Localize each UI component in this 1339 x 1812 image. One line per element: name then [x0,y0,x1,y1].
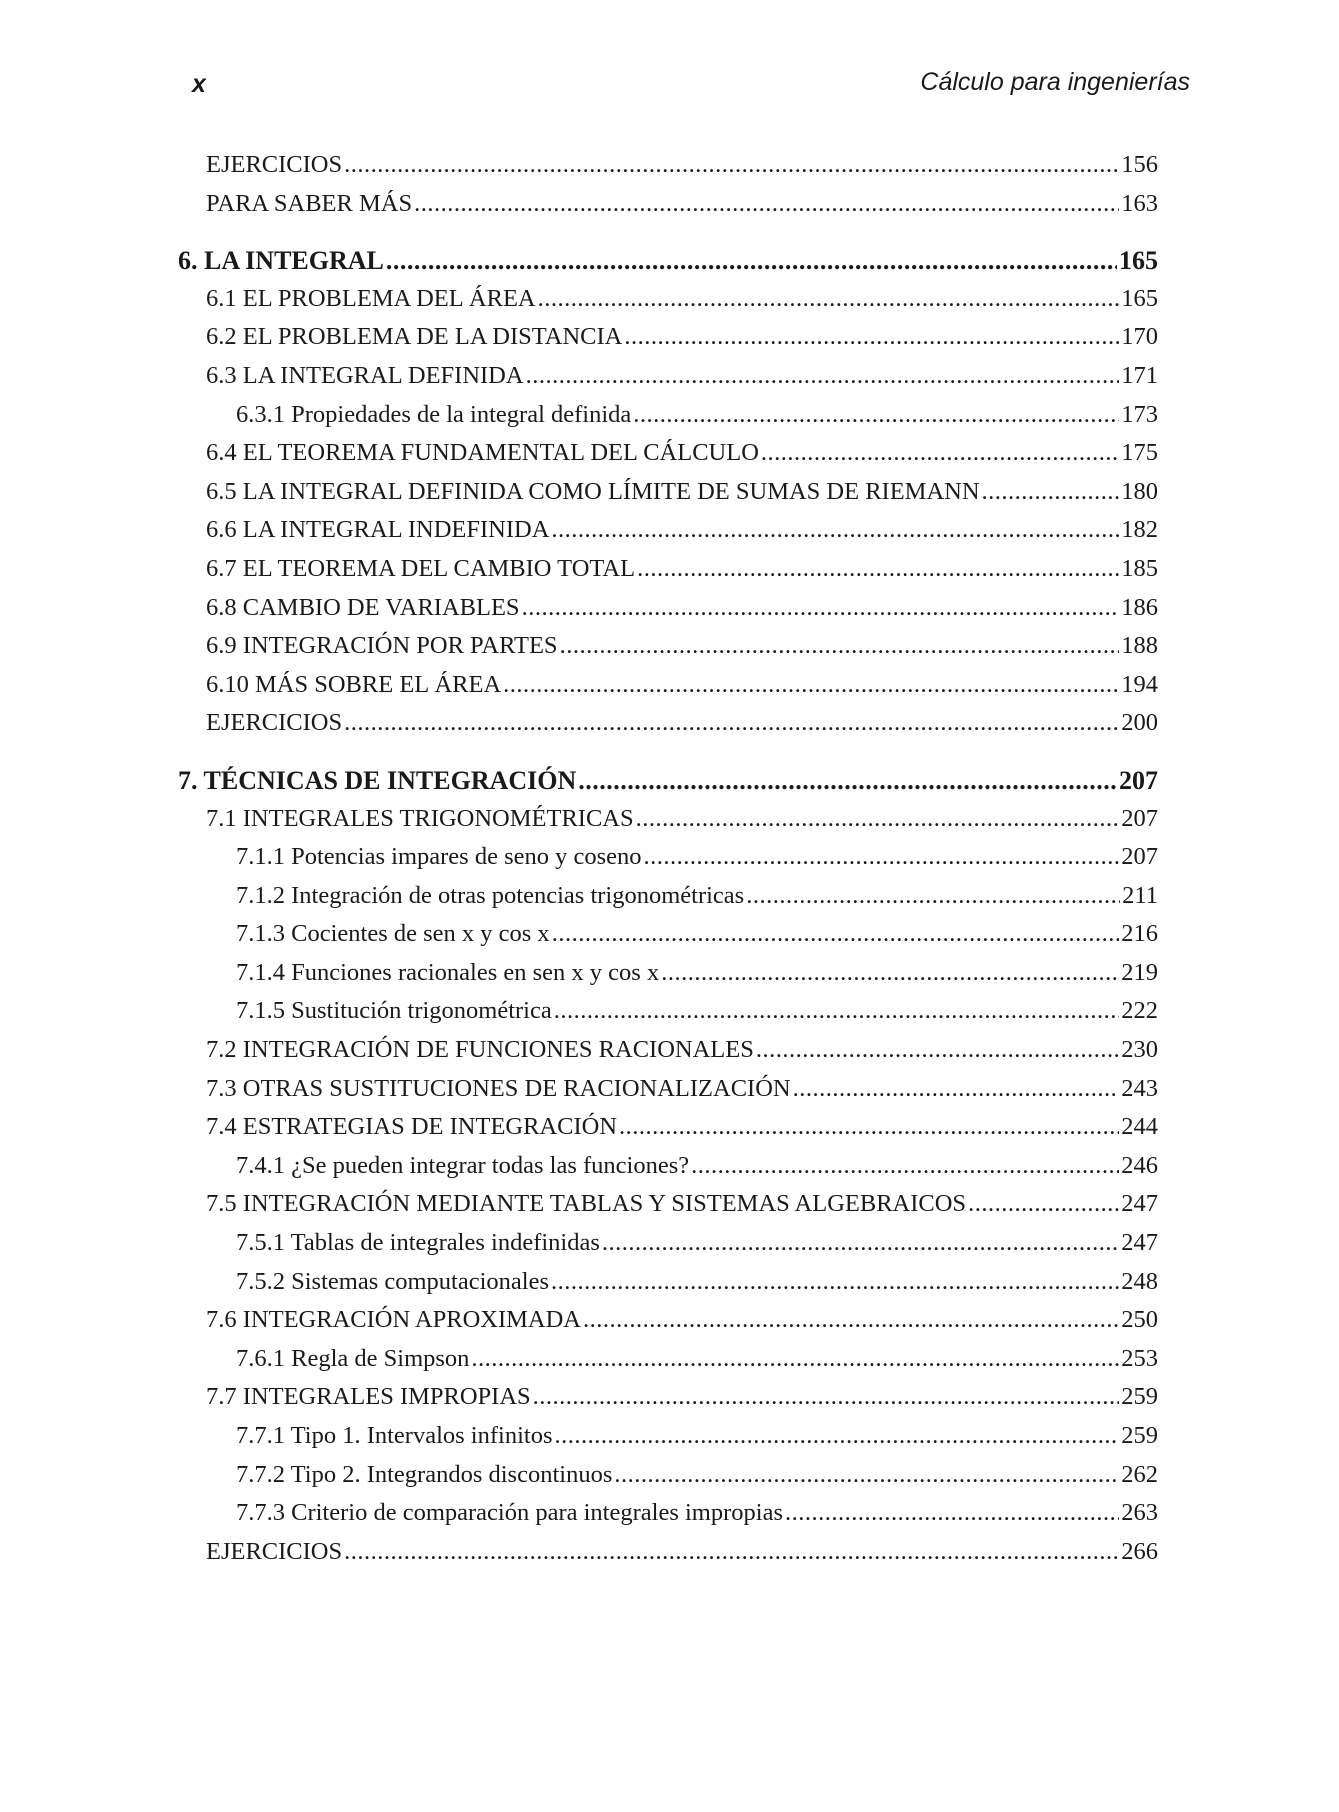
running-head [192,68,1190,104]
toc-entry-title: 7. TÉCNICAS DE INTEGRACIÓN [178,765,577,795]
toc-entry-title: 6.3 LA INTEGRAL DEFINIDA [206,361,524,389]
toc-entry-page: 253 [1121,1344,1158,1372]
dot-leader [503,671,1119,699]
toc-entry-page: 219 [1121,958,1158,986]
toc-entry-page: 186 [1121,593,1158,621]
toc-entry-title: 7.3 OTRAS SUSTITUCIONES DE RACIONALIZACIÓN [206,1074,791,1102]
toc-entry-title: 6.5 LA INTEGRAL DEFINIDA COMO LÍMITE DE SUMAS DE RIEMANN [206,477,980,505]
dot-leader [414,190,1119,218]
toc-entry-page: 230 [1121,1036,1158,1064]
toc-entry[interactable] [178,362,1158,401]
toc-entry[interactable] [178,1345,1158,1384]
toc-entry-title: 6.1 EL PROBLEMA DEL ÁREA [206,284,536,312]
toc-entry-title: 7.7.2 Tipo 2. Integrandos discontinuos [236,1460,613,1488]
dot-leader [633,401,1119,429]
toc-entry-page: 259 [1121,1383,1158,1411]
dot-leader [560,632,1120,660]
dot-leader [554,1422,1119,1450]
toc-entry-page: 244 [1121,1113,1158,1141]
dot-leader [344,1538,1119,1566]
toc-entry-title: 7.1.2 Integración de otras potencias trigonométricas [236,881,745,909]
toc-entry-page: 165 [1119,246,1158,276]
toc-entry-page: 222 [1121,997,1158,1025]
toc-entry-page: 200 [1121,709,1158,737]
toc-entry-title: 7.5.2 Sistemas computacionales [236,1267,549,1295]
toc-entry-page: 180 [1121,477,1158,505]
dot-leader [619,1113,1119,1141]
toc-entry[interactable] [178,555,1158,594]
dot-leader [624,323,1119,351]
toc-entry[interactable] [178,190,1158,229]
toc-entry[interactable] [178,439,1158,478]
toc-entry[interactable] [178,671,1158,710]
toc-entry[interactable] [178,1152,1158,1191]
toc-entry-title: 6.8 CAMBIO DE VARIABLES [206,593,520,621]
dot-leader [554,997,1120,1025]
toc-entry-title: 6.7 EL TEOREMA DEL CAMBIO TOTAL [206,554,636,582]
dot-leader [533,1383,1120,1411]
page-number: x [192,70,206,98]
toc-entry[interactable] [178,1383,1158,1422]
toc-entry[interactable] [178,709,1158,748]
dot-leader [552,920,1120,948]
dot-leader [526,362,1120,390]
toc-entry[interactable] [178,516,1158,555]
dot-leader [644,843,1120,871]
toc-entry[interactable] [178,1113,1158,1152]
toc-entry-title: 7.1.1 Potencias impares de seno y coseno [236,843,642,871]
toc-entry[interactable] [178,1268,1158,1307]
toc-entry-title: EJERCICIOS [206,709,343,737]
toc-entry-title: 7.7.3 Criterio de comparación para integrales impropias [236,1499,783,1527]
toc-entry[interactable] [178,1229,1158,1268]
toc-entry-page: 175 [1121,439,1158,467]
toc-entry-title: 7.4 ESTRATEGIAS DE INTEGRACIÓN [206,1113,618,1141]
toc-entry-title: 6.6 LA INTEGRAL INDEFINIDA [206,516,550,544]
toc-entry-title: EJERCICIOS [206,151,343,178]
dot-leader [691,1152,1119,1180]
dot-leader [761,439,1119,467]
toc-entry[interactable] [178,151,1158,190]
toc-entry-page: 246 [1121,1151,1158,1179]
toc-entry-page: 216 [1121,920,1158,948]
toc-entry-page: 163 [1121,189,1158,217]
toc-entry-title: 7.5.1 Tablas de integrales indefinidas [236,1229,600,1257]
dot-leader [538,285,1120,313]
toc-entry-page: 165 [1121,284,1158,312]
dot-leader [344,709,1119,737]
toc-entry[interactable] [178,959,1158,998]
toc-entry[interactable] [178,1422,1158,1461]
toc-entry-title: 6.2 EL PROBLEMA DE LA DISTANCIA [206,323,623,351]
toc-entry-page: 173 [1121,400,1158,428]
dot-leader [661,959,1119,987]
table-of-contents [178,151,1158,1576]
toc-entry-page: 250 [1121,1306,1158,1334]
dot-leader [785,1499,1119,1527]
toc-entry[interactable] [178,805,1158,844]
toc-entry-page: 188 [1121,632,1158,660]
toc-entry[interactable] [178,1538,1158,1577]
dot-leader [636,805,1120,833]
toc-entry-page: 170 [1121,323,1158,351]
dot-leader [471,1345,1119,1373]
dot-leader [551,516,1119,544]
dot-leader [756,1036,1119,1064]
dot-leader [344,151,1119,179]
toc-entry-page: 263 [1121,1499,1158,1527]
toc-entry-page: 207 [1121,843,1158,871]
toc-entry[interactable] [178,285,1158,324]
dot-leader [578,766,1117,796]
toc-entry-page: 156 [1121,151,1158,178]
dot-leader [793,1075,1120,1103]
dot-leader [746,882,1120,910]
toc-entry[interactable] [178,843,1158,882]
toc-entry-page: 185 [1121,554,1158,582]
dot-leader [982,478,1120,506]
toc-entry-title: 7.1 INTEGRALES TRIGONOMÉTRICAS [206,804,634,832]
dot-leader [583,1306,1119,1334]
toc-entry[interactable] [178,632,1158,671]
toc-entry-page: 171 [1121,361,1158,389]
toc-entry-title: 7.6.1 Regla de Simpson [236,1344,470,1372]
toc-entry-page: 207 [1121,804,1158,832]
toc-entry-title: 7.1.5 Sustitución trigonométrica [236,997,552,1025]
toc-entry-page: 266 [1121,1537,1158,1565]
toc-chapter-entry[interactable] [178,246,1158,285]
book-title: Cálculo para ingenierías [920,68,1190,96]
toc-entry-title: 7.2 INTEGRACIÓN DE FUNCIONES RACIONALES [206,1036,754,1064]
toc-entry-title: PARA SABER MÁS [206,189,413,217]
toc-entry-page: 259 [1121,1422,1158,1449]
toc-entry[interactable] [178,323,1158,362]
toc-entry-title: 6.4 EL TEOREMA FUNDAMENTAL DEL CÁLCULO [206,439,759,467]
dot-leader [551,1268,1119,1296]
toc-entry-page: 207 [1119,765,1158,795]
toc-entry[interactable] [178,1190,1158,1229]
toc-entry-title: EJERCICIOS [206,1537,343,1565]
toc-entry[interactable] [178,1075,1158,1114]
toc-entry-page: 248 [1121,1267,1158,1295]
toc-entry-page: 243 [1121,1074,1158,1102]
dot-leader [602,1229,1119,1257]
dot-leader [614,1461,1119,1489]
dot-leader [968,1190,1119,1218]
toc-entry[interactable] [178,997,1158,1036]
toc-entry-page: 194 [1121,670,1158,698]
toc-entry-page: 211 [1122,881,1158,909]
toc-entry-title: 7.7 INTEGRALES IMPROPIAS [206,1383,531,1411]
toc-entry-page: 182 [1121,516,1158,544]
toc-entry[interactable] [178,882,1158,921]
toc-entry[interactable] [178,1306,1158,1345]
toc-entry[interactable] [178,594,1158,633]
dot-leader [386,246,1117,276]
toc-entry-title: 7.5 INTEGRACIÓN MEDIANTE TABLAS Y SISTEMAS ALGEBRAICOS [206,1190,967,1218]
toc-entry-title: 6. LA INTEGRAL [178,246,384,276]
dot-leader [522,594,1120,622]
toc-entry[interactable] [178,401,1158,440]
toc-entry[interactable] [178,920,1158,959]
toc-entry-title: 7.7.1 Tipo 1. Intervalos infinitos [236,1422,553,1449]
toc-entry-page: 247 [1121,1229,1158,1257]
toc-entry[interactable] [178,478,1158,517]
toc-entry-title: 6.9 INTEGRACIÓN POR PARTES [206,632,558,660]
toc-entry[interactable] [178,1036,1158,1075]
toc-entry-title: 6.10 MÁS SOBRE EL ÁREA [206,670,502,698]
dot-leader [637,555,1119,583]
toc-entry[interactable] [178,1499,1158,1538]
toc-entry[interactable] [178,1461,1158,1500]
toc-entry-title: 7.1.3 Cocientes de sen x y cos x [236,920,550,948]
toc-chapter-entry[interactable] [178,766,1158,805]
toc-entry-title: 7.6 INTEGRACIÓN APROXIMADA [206,1306,581,1334]
toc-entry-title: 7.4.1 ¿Se pueden integrar todas las funciones? [236,1151,690,1179]
toc-entry-page: 262 [1121,1460,1158,1488]
toc-entry-title: 7.1.4 Funciones racionales en sen x y cos x [236,958,660,986]
toc-entry-page: 247 [1121,1190,1158,1218]
toc-entry-title: 6.3.1 Propiedades de la integral definida [236,400,632,428]
